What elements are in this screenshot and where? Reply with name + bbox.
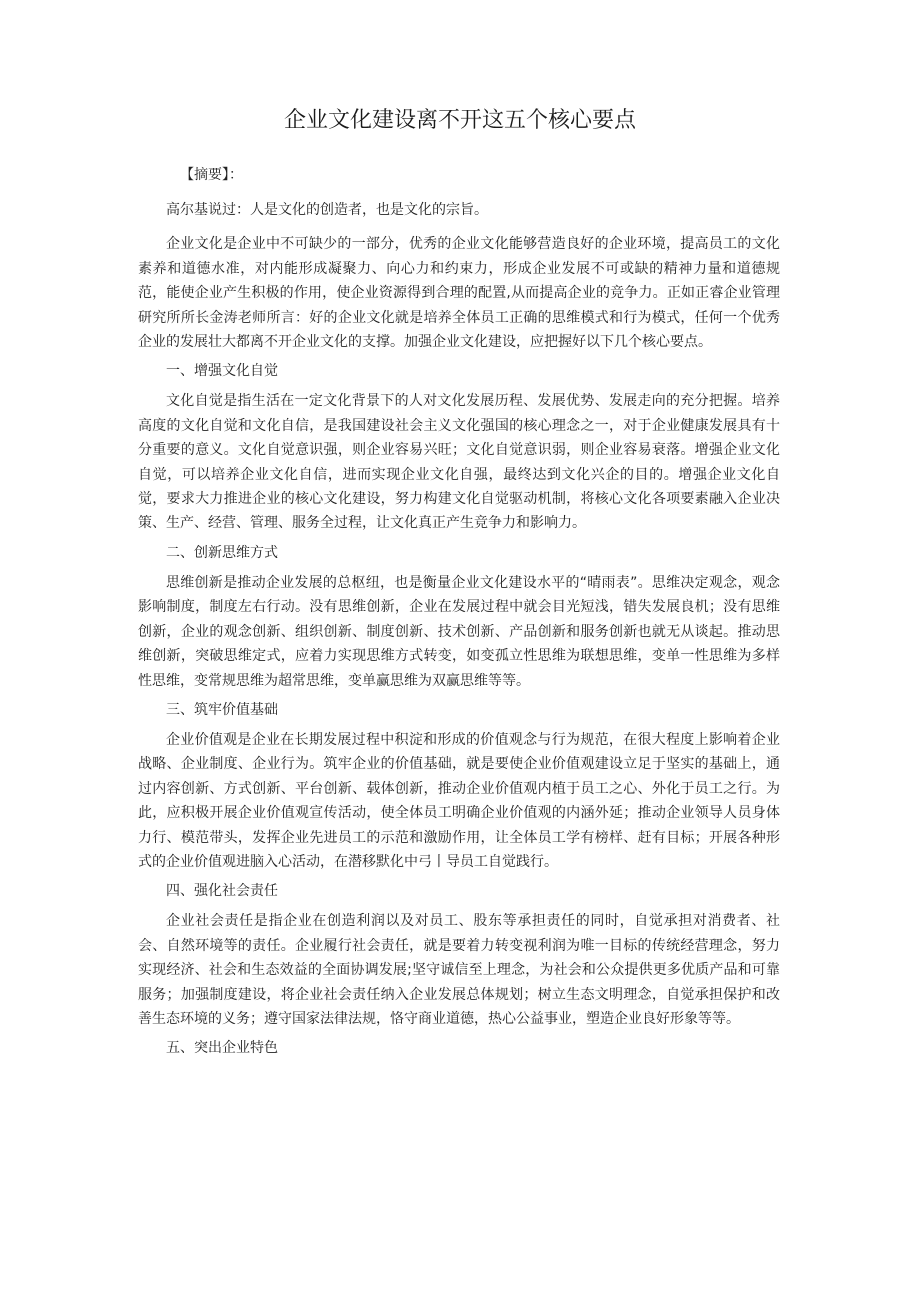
quote-paragraph: 高尔基说过：人是文化的创造者，也是文化的宗旨。 — [166, 202, 488, 218]
section-heading-4: 四、强化社会责任 — [166, 883, 278, 900]
intro-paragraph: 企业文化是企业中不可缺少的一部分，优秀的企业文化能够营造良好的企业环境，提高员工的文化素养和道德水准，对内能形成凝聚力、向心力和约束力，形成企业发展不可或缺的精神力量和道德规范，能使企业产生积极的作用，使企业资源得到合理的配置,从而提高企业的竞争力。正如正睿企业管理研究所所长金涛老师所言：好的企业文化就是培养全体员工正确的思维模式和行为模式，任何一个优秀企业的发展壮大都离不开企业文化的支撑。加强企业文化建设，应把握好以下几个核心要点。 — [138, 236, 780, 351]
section-body-2: 思维创新是推动企业发展的总枢纽，也是衡量企业文化建设水平的“晴雨表”。思维决定观念，观念影响制度，制度左右行动。没有思维创新，企业在发展过程中就会目光短浅，错失发展良机；没有思维创新，企业的观念创新、组织创新、制度创新、技术创新、产品创新和服务创新也就无从谈起。推动思维创新，突破思维定式，应着力实现思维方式转变，如变孤立性思维为联想思维，变单一性思维为多样性思维，变常规思维为超常思维，变单赢思维为双赢思维等等。 — [138, 574, 780, 689]
document-title: 企业文化建设离不开这五个核心要点 — [283, 108, 636, 133]
section-heading-2: 二、创新思维方式 — [166, 544, 278, 561]
document-body — [138, 164, 780, 1066]
section-body-1: 文化自觉是指生活在一定文化背景下的人对文化发展历程、发展优势、发展走向的充分把握。培养高度的文化自觉和文化自信，是我国建设社会主义文化强国的核心理念之一，对于企业健康发展具有十分重要的意义。文化自觉意识强，则企业容易兴旺；文化自觉意识弱，则企业容易衰落。增强企业文化自觉，可以培养企业文化自信，进而实现企业文化自强，最终达到文化兴企的目的。增强企业文化自觉，要求大力推进企业的核心文化建设，努力构建文化自觉驱动机制，将核心文化各项要素融入企业决策、生产、经营、管理、服务全过程，让文化真正产生竞争力和影响力。 — [138, 393, 780, 532]
section-heading-5: 五、突出企业特色 — [166, 1040, 278, 1057]
section-heading-1: 一、增强文化自觉 — [166, 363, 278, 380]
section-heading-3: 三、筑牢价值基础 — [166, 701, 278, 718]
abstract-label: 【摘要】： — [180, 167, 243, 183]
section-body-4: 企业社会责任是指企业在创造利润以及对员工、股东等承担责任的同时，自觉承担对消费者、社会、自然环境等的责任。企业履行社会责任，就是要着力转变视利润为唯一目标的传统经营理念，努力实现经济、社会和生态效益的全面协调发展;坚守诚信至上理念，为社会和公众提供更多优质产品和可靠服务；加强制度建设，将企业社会责任纳入企业发展总体规划；树立生态文明理念，自觉承担保护和改善生态环境的义务；遵守国家法律法规，恪守商业道德，热心公益事业，塑造企业良好形象等等。 — [138, 913, 780, 1027]
section-body-3: 企业价值观是企业在长期发展过程中积淀和形成的价值观念与行为规范，在很大程度上影响着企业战略、企业制度、企业行为。筑牢企业的价值基础，就是要使企业价值观建设立足于坚实的基础上，通过内容创新、方式创新、平台创新、载体创新，推动企业价值观内植于员工之心、外化于员工之行。为此，应积极开展企业价值观宣传活动，使全体员工明确企业价值观的内涵外延；推动企业领导人员身体力行、模范带头，发挥企业先进员工的示范和激励作用，让全体员工学有榜样、赶有目标；开展各种形式的企业价值观进脑入心活动，在潜移默化中弓丨导员工自觉践行。 — [138, 731, 780, 870]
